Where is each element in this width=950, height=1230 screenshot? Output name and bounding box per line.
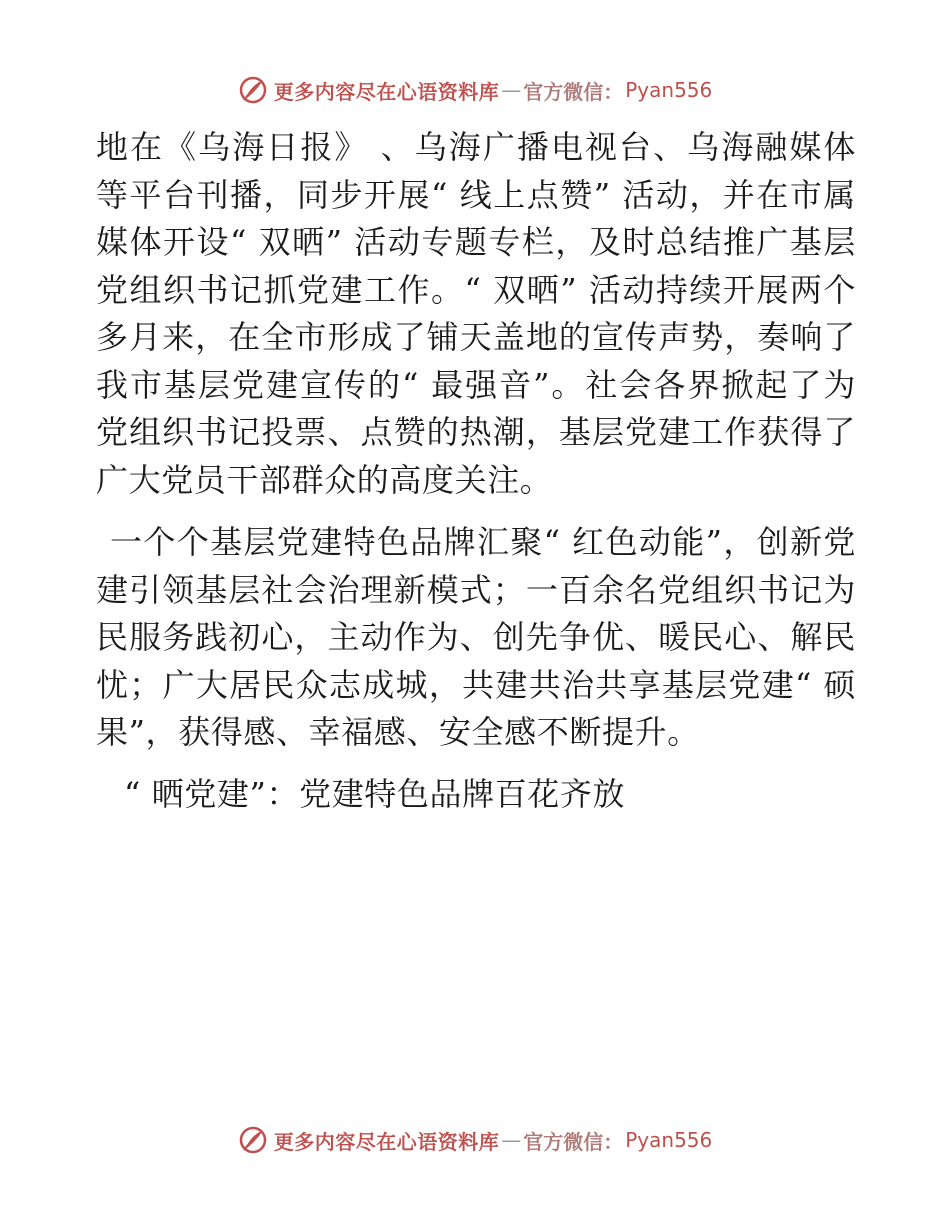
banner-wechat-label: 官方微信： [523,1129,624,1154]
header-banner [0,70,950,110]
banner-wechat-id: Pyan556 [625,78,713,102]
banner-dash: — [501,1128,522,1152]
body-paragraph-2: 一个个基层党建特色品牌汇聚“ 红色动能”，创新党建引领基层社会治理新模式；一百余名党组织书记为民服务践初心，主动作为、创先争优、暖民心、解民忧；广大居民众志成城，共建共治共享基层党建“ 硕果”，获得感、幸福感、安全感不断提升。 [96,523,856,751]
quill-pen-logo-icon [238,1125,268,1155]
section-heading: “ 晒党建”：党建特色品牌百花齐放 [124,774,626,813]
banner-promo-text: 更多内容尽在心语资料库 [273,79,500,104]
banner-dash: — [501,78,522,102]
footer-banner [0,1120,950,1160]
banner-wechat-label: 官方微信： [523,79,624,104]
body-paragraph-1: 地在《乌海日报》 、乌海广播电视台、乌海融媒体等平台刊播，同步开展“ 线上点赞” 活动，并在市属媒体开设“ 双晒” 活动专题专栏，及时总结推广基层党组织书记抓党建工作。“ 双晒” 活动持续开展两个多月来，在全市形成了铺天盖地的宣传声势，奏响了我市基层党建宣传的“ 最强音”。社会各界掀起了为党组织书记投票、点赞的热潮，基层党建工作获得了广大党员干部群众的高度关注。 [96,128,856,499]
document-body [96,124,856,818]
quill-pen-logo-icon [238,75,268,105]
banner-wechat-id: Pyan556 [625,1128,713,1152]
banner-promo-text: 更多内容尽在心语资料库 [273,1129,500,1154]
